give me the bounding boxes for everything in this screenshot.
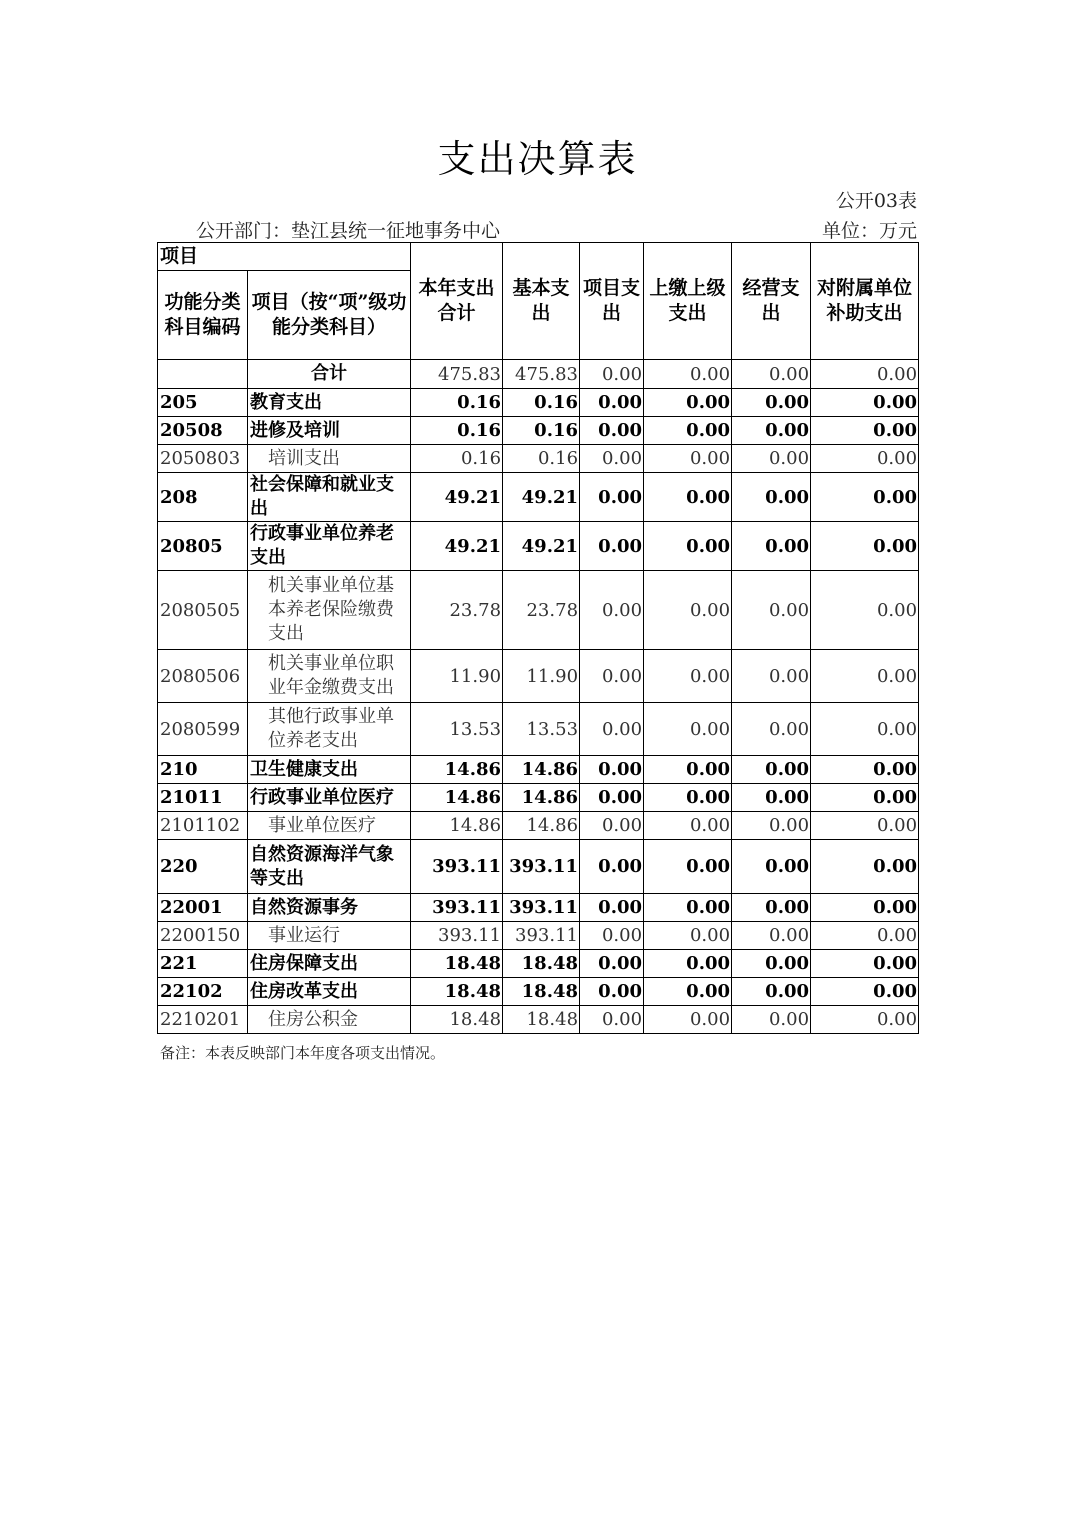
table-row: 205 教育支出 0.16 0.16 0.00 0.00 0.00 0.00 <box>158 389 919 417</box>
table-row: 2210201 住房公积金 18.48 18.48 0.00 0.00 0.00 0.00 <box>158 1006 919 1034</box>
table-row: 220 自然资源海洋气象等支出 393.11 393.11 0.00 0.00 0.00 0.00 <box>158 840 919 894</box>
form-number: 公开03表 <box>835 190 917 212</box>
table-row: 20508 进修及培训 0.16 0.16 0.00 0.00 0.00 0.00 <box>158 417 919 445</box>
header-upper: 上缴上级支出 <box>644 243 732 360</box>
table-row: 21011 行政事业单位医疗 14.86 14.86 0.00 0.00 0.00 0.00 <box>158 784 919 812</box>
table-row: 合计 475.83 475.83 0.00 0.00 0.00 0.00 <box>158 360 919 389</box>
table-row: 2050803 培训支出 0.16 0.16 0.00 0.00 0.00 0.00 <box>158 445 919 473</box>
page-title: 支出决算表 <box>437 137 638 181</box>
header-group: 项目 <box>158 243 411 271</box>
header-code: 功能分类科目编码 <box>158 271 248 360</box>
table-row: 208 社会保障和就业支出 49.21 49.21 0.00 0.00 0.00 0.00 <box>158 473 919 522</box>
table-row: 2200150 事业运行 393.11 393.11 0.00 0.00 0.00 0.00 <box>158 922 919 950</box>
table-row: 2101102 事业单位医疗 14.86 14.86 0.00 0.00 0.00 0.00 <box>158 812 919 840</box>
table-row: 2080505 机关事业单位基本养老保险缴费支出 23.78 23.78 0.00 0.00 0.00 0.00 <box>158 571 919 650</box>
footnote: 备注：本表反映部门本年度各项支出情况。 <box>160 1044 446 1062</box>
header-total: 本年支出合计 <box>411 243 503 360</box>
header-subsidy: 对附属单位补助支出 <box>811 243 919 360</box>
table-row: 2080506 机关事业单位职业年金缴费支出 11.90 11.90 0.00 0.00 0.00 0.00 <box>158 650 919 703</box>
header-basic: 基本支出 <box>503 243 580 360</box>
table-row: 22001 自然资源事务 393.11 393.11 0.00 0.00 0.00 0.00 <box>158 894 919 922</box>
header-business: 经营支出 <box>732 243 811 360</box>
table-row: 210 卫生健康支出 14.86 14.86 0.00 0.00 0.00 0.00 <box>158 756 919 784</box>
table-row: 20805 行政事业单位养老支出 49.21 49.21 0.00 0.00 0.00 0.00 <box>158 522 919 571</box>
unit-label: 单位：万元 <box>821 220 917 242</box>
table-row: 221 住房保障支出 18.48 18.48 0.00 0.00 0.00 0.00 <box>158 950 919 978</box>
expenditure-table <box>157 242 919 1034</box>
department-label: 公开部门：垫江县统一征地事务中心 <box>196 220 501 242</box>
table-row: 2080599 其他行政事业单位养老支出 13.53 13.53 0.00 0.00 0.00 0.00 <box>158 703 919 756</box>
header-project: 项目支出 <box>580 243 644 360</box>
table-row: 22102 住房改革支出 18.48 18.48 0.00 0.00 0.00 0.00 <box>158 978 919 1006</box>
header-item: 项目（按“项”级功能分类科目） <box>248 271 411 360</box>
